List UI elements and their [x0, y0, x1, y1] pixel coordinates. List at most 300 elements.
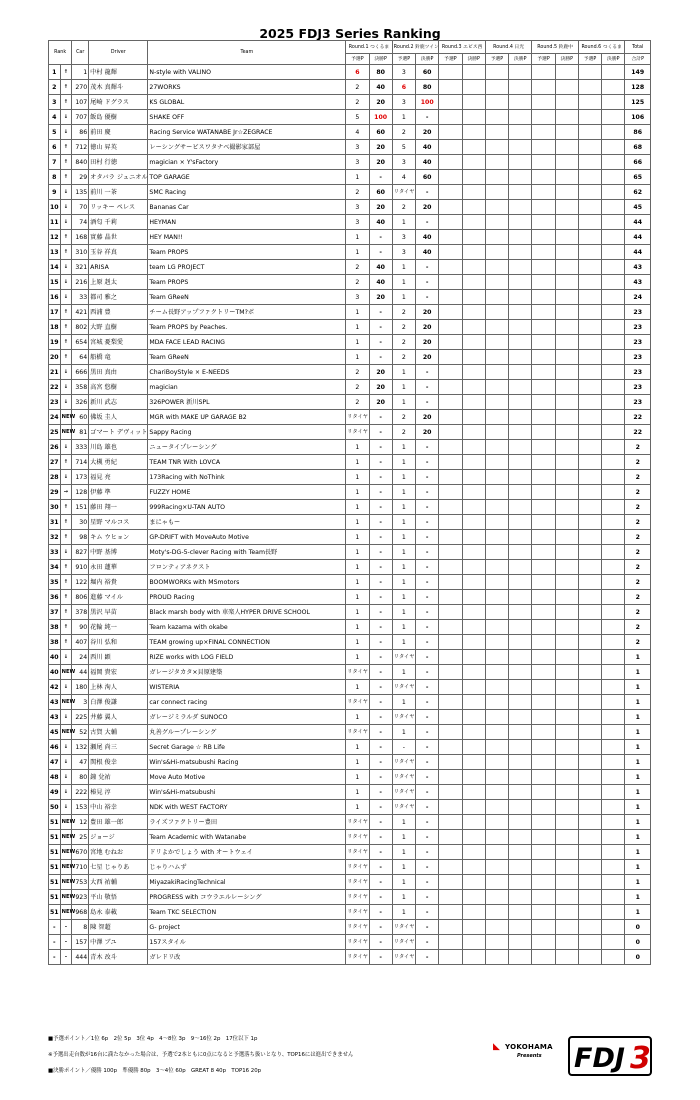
table-row	[49, 440, 651, 455]
empty-round-cell	[602, 635, 625, 650]
empty-round-cell	[439, 710, 462, 725]
empty-round-cell	[485, 110, 508, 125]
empty-round-cell	[555, 800, 578, 815]
empty-round-cell	[532, 155, 555, 170]
table-row	[49, 290, 651, 305]
empty-round-cell	[509, 830, 532, 845]
empty-round-cell	[532, 635, 555, 650]
total-points-cell: 1	[625, 770, 651, 785]
movement-cell: ↑	[60, 305, 72, 320]
round-1-final-cell: -	[369, 650, 392, 665]
movement-cell: ↓	[60, 110, 72, 125]
empty-round-cell	[462, 65, 485, 80]
empty-round-cell	[602, 815, 625, 830]
movement-cell: ↑	[60, 230, 72, 245]
rank-cell: 27	[49, 455, 61, 470]
header-round-1-qualifying: 予選P	[346, 54, 369, 65]
team-cell: ChariBoyStyle × E-NEEDS	[148, 365, 346, 380]
round-2-final-cell: 60	[416, 170, 439, 185]
empty-round-cell	[532, 695, 555, 710]
table-row	[49, 80, 651, 95]
empty-round-cell	[462, 215, 485, 230]
round-2-final-cell: -	[416, 530, 439, 545]
rank-cell: 26	[49, 440, 61, 455]
table-row	[49, 665, 651, 680]
round-1-final-cell: -	[369, 485, 392, 500]
empty-round-cell	[485, 785, 508, 800]
total-points-cell: 23	[625, 335, 651, 350]
empty-round-cell	[462, 350, 485, 365]
empty-round-cell	[485, 755, 508, 770]
total-points-cell: 106	[625, 110, 651, 125]
driver-cell: 井藤 翼人	[89, 710, 148, 725]
team-cell: ドリよかでしょう with オートウェイ	[148, 845, 346, 860]
car-number-cell: 90	[72, 620, 89, 635]
fdj3-logo	[568, 1036, 652, 1076]
rank-cell: 40	[49, 650, 61, 665]
empty-round-cell	[602, 740, 625, 755]
empty-round-cell	[602, 575, 625, 590]
empty-round-cell	[485, 590, 508, 605]
empty-round-cell	[578, 620, 601, 635]
rank-cell: 28	[49, 470, 61, 485]
empty-round-cell	[555, 605, 578, 620]
empty-round-cell	[509, 335, 532, 350]
round-2-qualifying-cell: リタイヤ	[392, 755, 415, 770]
total-points-cell: 24	[625, 290, 651, 305]
empty-round-cell	[485, 65, 508, 80]
empty-round-cell	[578, 695, 601, 710]
empty-round-cell	[462, 695, 485, 710]
empty-round-cell	[462, 665, 485, 680]
round-2-qualifying-cell: 1	[392, 860, 415, 875]
empty-round-cell	[555, 830, 578, 845]
round-2-qualifying-cell: 1	[392, 830, 415, 845]
empty-round-cell	[555, 215, 578, 230]
car-number-cell: 86	[72, 125, 89, 140]
rank-cell: 12	[49, 230, 61, 245]
round-1-qualifying-cell: 2	[346, 260, 369, 275]
empty-round-cell	[602, 365, 625, 380]
team-cell: team LG PROJECT	[148, 260, 346, 275]
table-row	[49, 905, 651, 920]
empty-round-cell	[532, 125, 555, 140]
empty-round-cell	[555, 395, 578, 410]
empty-round-cell	[485, 905, 508, 920]
yokohama-wordmark: YOKOHAMA	[505, 1043, 553, 1051]
driver-cell: 瀬尾 尚三	[89, 740, 148, 755]
empty-round-cell	[509, 605, 532, 620]
empty-round-cell	[555, 500, 578, 515]
empty-round-cell	[509, 245, 532, 260]
round-1-qualifying-cell: 2	[346, 275, 369, 290]
total-points-cell: 149	[625, 65, 651, 80]
round-2-final-cell: -	[416, 680, 439, 695]
team-cell: magician × Y'sFactory	[148, 155, 346, 170]
driver-cell: 谷川 弘和	[89, 635, 148, 650]
empty-round-cell	[485, 950, 508, 965]
empty-round-cell	[532, 530, 555, 545]
empty-round-cell	[485, 320, 508, 335]
empty-round-cell	[439, 740, 462, 755]
driver-cell: 永田 蓮華	[89, 560, 148, 575]
empty-round-cell	[555, 350, 578, 365]
car-number-cell: 24	[72, 650, 89, 665]
empty-round-cell	[555, 275, 578, 290]
empty-round-cell	[602, 305, 625, 320]
round-1-final-cell: -	[369, 320, 392, 335]
round-2-final-cell: -	[416, 560, 439, 575]
empty-round-cell	[555, 455, 578, 470]
round-1-qualifying-cell: 1	[346, 485, 369, 500]
empty-round-cell	[532, 380, 555, 395]
round-2-qualifying-cell: リタイヤ	[392, 650, 415, 665]
header-round-3-qualifying: 予選P	[439, 54, 462, 65]
empty-round-cell	[602, 320, 625, 335]
empty-round-cell	[439, 620, 462, 635]
empty-round-cell	[578, 785, 601, 800]
round-2-qualifying-cell: 1	[392, 440, 415, 455]
table-row	[49, 680, 651, 695]
empty-round-cell	[532, 230, 555, 245]
round-2-qualifying-cell: 1	[392, 275, 415, 290]
round-2-final-cell: -	[416, 650, 439, 665]
empty-round-cell	[578, 590, 601, 605]
table-row	[49, 350, 651, 365]
team-cell: チーム長野アップファクトリーTM?ボ	[148, 305, 346, 320]
team-cell: SHAKE OFF	[148, 110, 346, 125]
round-1-final-cell: -	[369, 575, 392, 590]
empty-round-cell	[555, 260, 578, 275]
empty-round-cell	[578, 515, 601, 530]
total-points-cell: 2	[625, 500, 651, 515]
empty-round-cell	[602, 500, 625, 515]
empty-round-cell	[462, 275, 485, 290]
empty-round-cell	[578, 680, 601, 695]
round-2-qualifying-cell: 1	[392, 890, 415, 905]
empty-round-cell	[462, 590, 485, 605]
driver-cell: 大槻 勇紀	[89, 455, 148, 470]
movement-cell: NEW	[60, 875, 72, 890]
driver-cell: 上原 赳太	[89, 275, 148, 290]
round-1-final-cell: -	[369, 890, 392, 905]
empty-round-cell	[509, 305, 532, 320]
empty-round-cell	[462, 320, 485, 335]
round-1-final-cell: 20	[369, 395, 392, 410]
empty-round-cell	[462, 335, 485, 350]
round-2-final-cell: 40	[416, 140, 439, 155]
total-points-cell: 1	[625, 695, 651, 710]
empty-round-cell	[485, 485, 508, 500]
movement-cell: ↑	[60, 80, 72, 95]
header-round-2: Round.2 鈴鹿ツイン	[392, 41, 439, 54]
round-2-qualifying-cell: 1	[392, 665, 415, 680]
empty-round-cell	[439, 230, 462, 245]
empty-round-cell	[578, 275, 601, 290]
total-points-cell: 1	[625, 650, 651, 665]
total-points-cell: 43	[625, 275, 651, 290]
round-2-final-cell: -	[416, 275, 439, 290]
team-cell: Win's&Hi-matsubushi Racing	[148, 755, 346, 770]
empty-round-cell	[509, 95, 532, 110]
round-1-qualifying-cell: 1	[346, 245, 369, 260]
rank-cell: 31	[49, 515, 61, 530]
empty-round-cell	[532, 725, 555, 740]
team-cell: Team Academic with Watanabe	[148, 830, 346, 845]
page-title: 2025 FDJ3 Series Ranking	[259, 26, 441, 41]
total-points-cell: 23	[625, 350, 651, 365]
empty-round-cell	[602, 95, 625, 110]
rank-cell: 9	[49, 185, 61, 200]
round-1-final-cell: -	[369, 590, 392, 605]
car-number-cell: 153	[72, 800, 89, 815]
round-1-qualifying-cell: 3	[346, 155, 369, 170]
empty-round-cell	[485, 125, 508, 140]
round-1-qualifying-cell: リタイヤ	[346, 665, 369, 680]
empty-round-cell	[439, 785, 462, 800]
driver-cell: 進藤 マイル	[89, 590, 148, 605]
round-2-final-cell: -	[416, 395, 439, 410]
empty-round-cell	[439, 635, 462, 650]
table-row	[49, 215, 651, 230]
round-1-qualifying-cell: リタイヤ	[346, 920, 369, 935]
driver-cell: 尾崎 ドグラス	[89, 95, 148, 110]
empty-round-cell	[462, 290, 485, 305]
round-2-final-cell: -	[416, 800, 439, 815]
round-2-qualifying-cell: 1	[392, 365, 415, 380]
empty-round-cell	[485, 200, 508, 215]
car-number-cell: 74	[72, 215, 89, 230]
rank-cell: 21	[49, 365, 61, 380]
driver-cell: 堀内 裕貴	[89, 575, 148, 590]
team-cell: Team PROPS	[148, 275, 346, 290]
empty-round-cell	[602, 770, 625, 785]
empty-round-cell	[462, 95, 485, 110]
empty-round-cell	[578, 500, 601, 515]
empty-round-cell	[578, 950, 601, 965]
team-cell: Team GReeN	[148, 290, 346, 305]
table-row	[49, 335, 651, 350]
movement-cell: NEW	[60, 695, 72, 710]
empty-round-cell	[578, 110, 601, 125]
round-2-final-cell: -	[416, 575, 439, 590]
empty-round-cell	[555, 80, 578, 95]
empty-round-cell	[532, 65, 555, 80]
empty-round-cell	[532, 755, 555, 770]
driver-cell: 飯島 優樹	[89, 110, 148, 125]
movement-cell: ↓	[60, 470, 72, 485]
round-2-final-cell: 60	[416, 65, 439, 80]
table-row	[49, 755, 651, 770]
empty-round-cell	[485, 230, 508, 245]
empty-round-cell	[439, 680, 462, 695]
empty-round-cell	[602, 245, 625, 260]
car-number-cell: 122	[72, 575, 89, 590]
round-1-qualifying-cell: 2	[346, 95, 369, 110]
round-1-final-cell: -	[369, 860, 392, 875]
movement-cell: ↓	[60, 710, 72, 725]
empty-round-cell	[578, 185, 601, 200]
empty-round-cell	[602, 665, 625, 680]
round-1-final-cell: -	[369, 695, 392, 710]
empty-round-cell	[462, 485, 485, 500]
round-2-qualifying-cell: 1	[392, 560, 415, 575]
rank-cell: 20	[49, 350, 61, 365]
table-row	[49, 815, 651, 830]
movement-cell: ↓	[60, 185, 72, 200]
round-2-final-cell: -	[416, 215, 439, 230]
empty-round-cell	[555, 530, 578, 545]
empty-round-cell	[485, 560, 508, 575]
team-cell: じゃりハムず	[148, 860, 346, 875]
movement-cell: ↑	[60, 350, 72, 365]
table-row	[49, 200, 651, 215]
empty-round-cell	[462, 755, 485, 770]
empty-round-cell	[485, 155, 508, 170]
driver-cell: 福見 亮	[89, 470, 148, 485]
total-points-cell: 1	[625, 860, 651, 875]
empty-round-cell	[509, 530, 532, 545]
rank-cell: 13	[49, 245, 61, 260]
driver-cell: 前田 慶	[89, 125, 148, 140]
round-2-final-cell: -	[416, 620, 439, 635]
round-1-qualifying-cell: 1	[346, 755, 369, 770]
team-cell: WISTERIA	[148, 680, 346, 695]
empty-round-cell	[578, 485, 601, 500]
round-2-qualifying-cell: 2	[392, 200, 415, 215]
round-2-qualifying-cell: 2	[392, 410, 415, 425]
round-1-qualifying-cell: 5	[346, 110, 369, 125]
round-1-final-cell: -	[369, 515, 392, 530]
total-points-cell: 1	[625, 845, 651, 860]
car-number-cell: 378	[72, 605, 89, 620]
driver-cell: キム ウヒョン	[89, 530, 148, 545]
empty-round-cell	[602, 530, 625, 545]
round-2-final-cell: -	[416, 590, 439, 605]
empty-round-cell	[462, 440, 485, 455]
table-row	[49, 890, 651, 905]
empty-round-cell	[532, 515, 555, 530]
rank-cell: 29	[49, 485, 61, 500]
movement-cell: ↑	[60, 530, 72, 545]
round-1-final-cell: -	[369, 605, 392, 620]
empty-round-cell	[555, 560, 578, 575]
car-number-cell: 802	[72, 320, 89, 335]
empty-round-cell	[555, 590, 578, 605]
car-number-cell: 827	[72, 545, 89, 560]
yokohama-mark-icon: ◣	[493, 1042, 500, 1052]
round-1-qualifying-cell: 1	[346, 635, 369, 650]
empty-round-cell	[509, 935, 532, 950]
empty-round-cell	[485, 845, 508, 860]
driver-cell: 豊田 雄一郎	[89, 815, 148, 830]
rank-cell: 35	[49, 575, 61, 590]
round-2-final-cell: -	[416, 830, 439, 845]
driver-cell: ゴマート デヴィット	[89, 425, 148, 440]
empty-round-cell	[578, 80, 601, 95]
empty-round-cell	[509, 695, 532, 710]
empty-round-cell	[485, 830, 508, 845]
car-number-cell: 968	[72, 905, 89, 920]
total-points-cell: 1	[625, 710, 651, 725]
total-points-cell: 2	[625, 515, 651, 530]
round-1-final-cell: 80	[369, 65, 392, 80]
rank-cell: 45	[49, 725, 61, 740]
empty-round-cell	[485, 875, 508, 890]
table-row	[49, 485, 651, 500]
rank-cell: 18	[49, 320, 61, 335]
header-team: Team	[148, 41, 346, 65]
movement-cell: ↓	[60, 260, 72, 275]
round-2-final-cell: -	[416, 365, 439, 380]
empty-round-cell	[532, 365, 555, 380]
movement-cell: NEW	[60, 905, 72, 920]
empty-round-cell	[555, 185, 578, 200]
empty-round-cell	[578, 725, 601, 740]
empty-round-cell	[485, 410, 508, 425]
total-points-cell: 2	[625, 470, 651, 485]
empty-round-cell	[578, 920, 601, 935]
car-number-cell: 712	[72, 140, 89, 155]
team-cell: TOP GARAGE	[148, 170, 346, 185]
team-cell: Team PROPS	[148, 245, 346, 260]
empty-round-cell	[485, 770, 508, 785]
empty-round-cell	[439, 200, 462, 215]
movement-cell: -	[60, 920, 72, 935]
round-2-final-cell: -	[416, 875, 439, 890]
round-2-qualifying-cell: 2	[392, 125, 415, 140]
round-1-final-cell: 40	[369, 80, 392, 95]
round-2-final-cell: -	[416, 515, 439, 530]
car-number-cell: 132	[72, 740, 89, 755]
round-1-final-cell: -	[369, 170, 392, 185]
total-points-cell: 2	[625, 530, 651, 545]
round-1-final-cell: 40	[369, 215, 392, 230]
table-row	[49, 710, 651, 725]
driver-cell: 島永 泰載	[89, 905, 148, 920]
round-2-final-cell: -	[416, 635, 439, 650]
round-2-final-cell: -	[416, 725, 439, 740]
empty-round-cell	[555, 860, 578, 875]
rank-cell: 16	[49, 290, 61, 305]
round-2-final-cell: -	[416, 905, 439, 920]
rank-cell: 38	[49, 635, 61, 650]
car-number-cell: 135	[72, 185, 89, 200]
empty-round-cell	[602, 470, 625, 485]
total-points-cell: 2	[625, 485, 651, 500]
round-1-qualifying-cell: 2	[346, 185, 369, 200]
empty-round-cell	[439, 365, 462, 380]
round-2-qualifying-cell: -	[392, 740, 415, 755]
round-1-qualifying-cell: 2	[346, 80, 369, 95]
table-row	[49, 125, 651, 140]
empty-round-cell	[462, 620, 485, 635]
round-1-qualifying-cell: 1	[346, 800, 369, 815]
footnote-qualifying-note: ※予選出走台数が16台に満たなかった場合は、予選で2本ともに0点になると予選落ち扱いとなり、TOP16には進出できません	[48, 1052, 354, 1058]
car-number-cell: 98	[72, 530, 89, 545]
empty-round-cell	[602, 215, 625, 230]
round-2-final-cell: -	[416, 710, 439, 725]
empty-round-cell	[602, 350, 625, 365]
driver-cell: 花輪 純一	[89, 620, 148, 635]
empty-round-cell	[578, 800, 601, 815]
round-1-final-cell: -	[369, 800, 392, 815]
round-1-qualifying-cell: リタイヤ	[346, 410, 369, 425]
table-row	[49, 530, 651, 545]
round-1-qualifying-cell: 4	[346, 125, 369, 140]
table-row	[49, 245, 651, 260]
empty-round-cell	[439, 110, 462, 125]
